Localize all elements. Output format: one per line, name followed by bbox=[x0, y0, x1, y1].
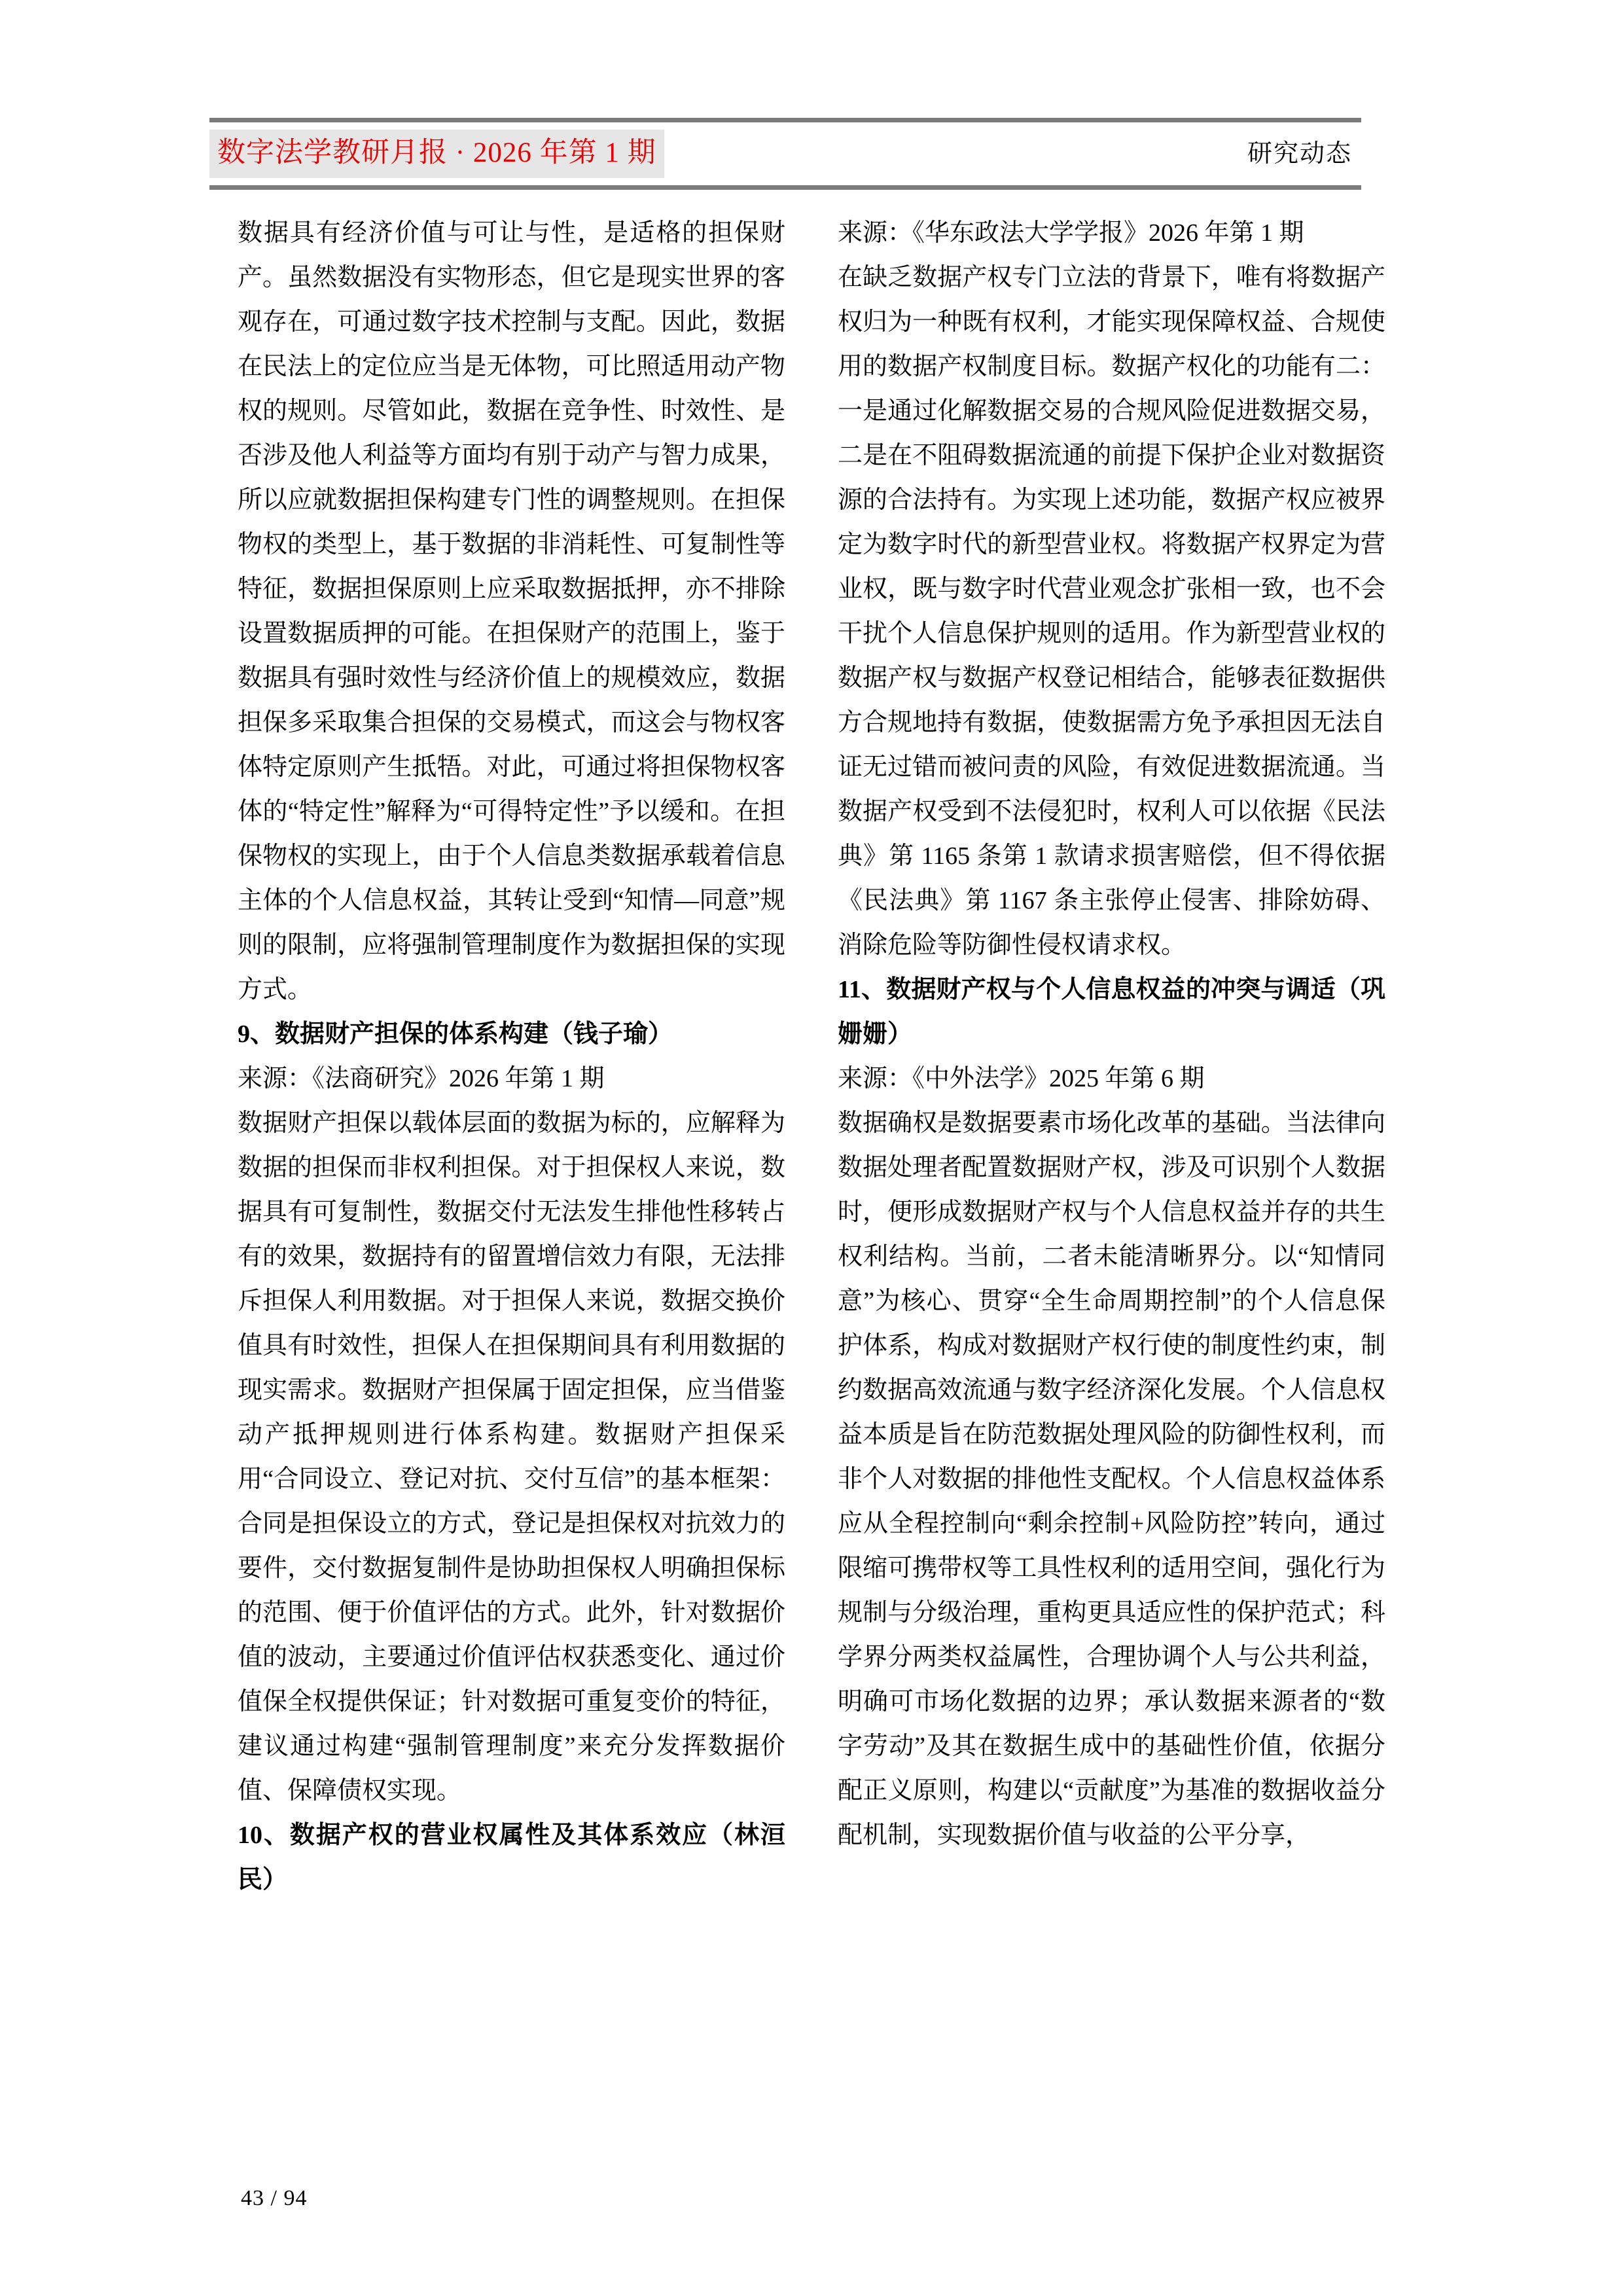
source-line-9: 来源：《法商研究》2026 年第 1 期 bbox=[238, 1065, 605, 1092]
right-column bbox=[838, 211, 1385, 2174]
section-heading-10: 10、数据产权的营业权属性及其体系效应（林洹民） bbox=[238, 1821, 785, 1893]
paragraph-abstract-9: 数据财产担保以载体层面的数据为标的，应解释为数据的担保而非权利担保。对于担保权人来说，数据具有可复制性，数据交付无法发生排他性移转占有的效果，数据持有的留置增信效力有限，无法排斥担保人利用数据。对于担保人来说，数据交换价值具有时效性，担保人在担保期间具有利用数据的现实需求。数据财产担保属于固定担保，应当借鉴动产抵押规则进行体系构建。数据财产担保采用“合同设立、登记对抗、交付互信”的基本框架：合同是担保设立的方式，登记是担保权对抗效力的要件，交付数据复制件是协助担保权人明确担保标的范围、便于价值评估的方式。此外，针对数据价值的波动，主要通过价值评估权获悉变化、通过价值保全权提供保证；针对数据可重复变价的特征，建议通过构建“强制管理制度”来充分发挥数据价值、保障债权实现。 bbox=[238, 1109, 785, 1804]
source-line-11: 来源：《中外法学》2025 年第 6 期 bbox=[838, 1065, 1205, 1092]
page-header bbox=[209, 118, 1361, 190]
two-column-body bbox=[238, 211, 1385, 2174]
paragraph-abstract-11: 数据确权是数据要素市场化改革的基础。当法律向数据处理者配置数据财产权，涉及可识别个人数据时，便形成数据财产权与个人信息权益并存的共生权利结构。当前，二者未能清晰界分。以“知情同意”为核心、贯穿“全生命周期控制”的个人信息保护体系，构成对数据财产权行使的制度性约束，制约数据高效流通与数字经济深化发展。个人信息权益本质是旨在防范数据处理风险的防御性权利，而非个人对数据的排他性支配权。个人信息权益体系应从全程控制向“剩余控制+风险防控”转向，通过限缩可携带权等工具性权利的适用空间，强化行为规制与分级治理，重构更具适应性的保护范式；科学界分两类权益属性，合理协调个人与公共利益，明确可市场化数据的边界；承认数据来源者的“数字劳动”及其在数据生成中的基础性价值，依据分配正义原则，构建以“贡献度”为基准的数据收益分配机制，实现数据价值与收益的公平分享， bbox=[838, 1109, 1385, 1849]
left-column bbox=[238, 211, 785, 2174]
section-heading-9: 9、数据财产担保的体系构建（钱子瑜） bbox=[238, 1020, 673, 1048]
page-number: 43 / 94 bbox=[241, 2186, 308, 2210]
source-line-8: 来源：《华东政法大学学报》2026 年第 1 期 bbox=[838, 219, 1304, 247]
header-section-label: 研究动态 bbox=[1247, 139, 1352, 168]
section-heading-11: 11、数据财产权与个人信息权益的冲突与调适（巩姗姗） bbox=[838, 976, 1385, 1048]
paragraph-continued-data-collateral: 数据具有经济价值与可让与性，是适格的担保财产。虽然数据没有实物形态，但它是现实世界的客观存在，可通过数字技术控制与支配。因此，数据在民法上的定位应当是无体物，可比照适用动产物权的规则。尽管如此，数据在竞争性、时效性、是否涉及他人利益等方面均有别于动产与智力成果，所以应就数据担保构建专门性的调整规则。在担保物权的类型上，基于数据的非消耗性、可复制性等特征，数据担保原则上应采取数据抵押，亦不排除设置数据质押的可能。在担保财产的范围上，鉴于数据具有强时效性与经济价值上的规模效应，数据担保多采取集合担保的交易模式，而这会与物权客体特定原则产生抵牾。对此，可通过将担保物权客体的“特定性”解释为“可得特定性”予以缓和。在担保物权的实现上，由于个人信息类数据承载着信息主体的个人信息权益，其转让受到“知情—同意”规则的限制，应将强制管理制度作为数据担保的实现方式。 bbox=[238, 219, 785, 1003]
paragraph-abstract-8: 在缺乏数据产权专门立法的背景下，唯有将数据产权归为一种既有权利，才能实现保障权益、合规使用的数据产权制度目标。数据产权化的功能有二：一是通过化解数据交易的合规风险促进数据交易，二是在不阻碍数据流通的前提下保护企业对数据资源的合法持有。为实现上述功能，数据产权应被界定为数字时代的新型营业权。将数据产权界定为营业权，既与数字时代营业观念扩张相一致，也不会干扰个人信息保护规则的适用。作为新型营业权的数据产权与数据产权登记相结合，能够表征数据供方合规地持有数据，使数据需方免予承担因无法自证无过错而被问责的风险，有效促进数据流通。当数据产权受到不法侵犯时，权利人可以依据《民法典》第 1165 条第 1 款请求损害赔偿，但不得依据《民法典》第 1167 条主张停止侵害、排除妨碍、消除危险等防御性侵权请求权。 bbox=[838, 264, 1385, 959]
header-journal-title: 数字法学教研月报 · 2026 年第 1 期 bbox=[209, 130, 664, 179]
